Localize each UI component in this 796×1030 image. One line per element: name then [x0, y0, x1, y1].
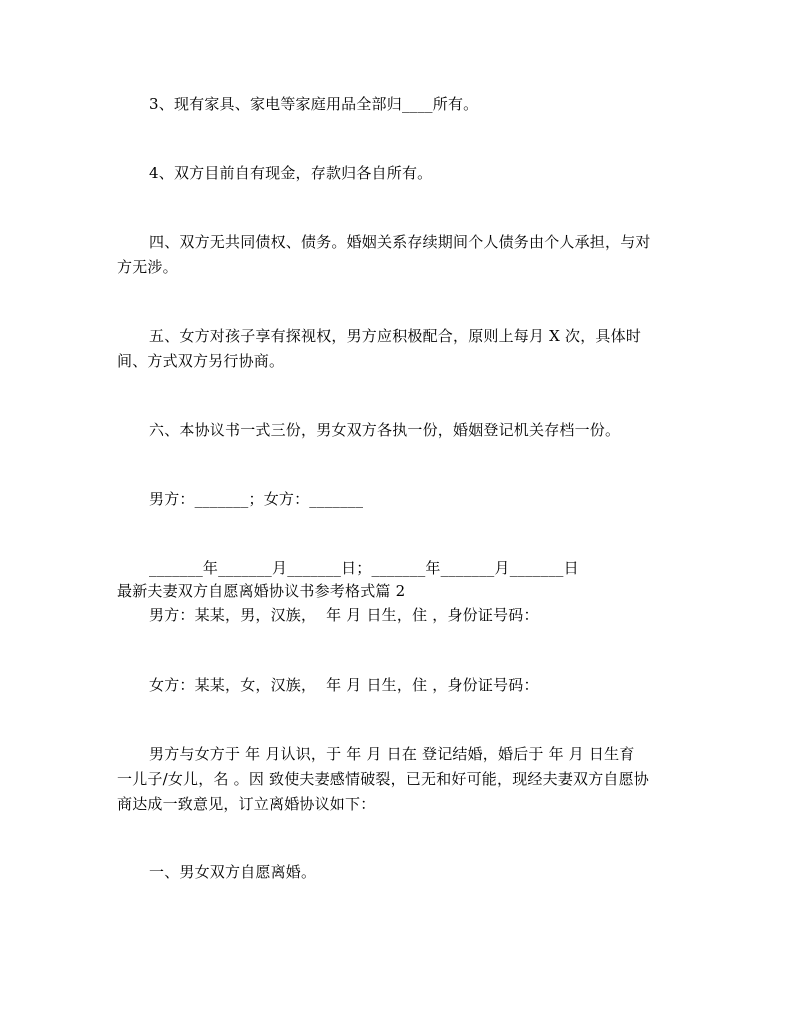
section-4-line-2: 方无涉。: [117, 258, 178, 276]
intro-line-2: 一儿子/女儿，名 。因 致使夫妻感情破裂，已无和好可能，现经夫妻双方自愿协: [117, 770, 649, 788]
section-4-line-1: 四、双方无共同债权、债务。婚姻关系存续期间个人债务由个人承担，与对: [149, 233, 651, 251]
signature-line: 男方：_______；女方：_______: [149, 490, 364, 508]
section-6: 六、本协议书一式三份，男女双方各执一份，婚姻登记机关存档一份。: [149, 421, 621, 439]
intro-line-3: 商达成一致意见，订立离婚协议如下：: [117, 795, 376, 813]
clause-4: 4、双方目前自有现金，存款归各自所有。: [149, 164, 433, 182]
section-1: 一、男女双方自愿离婚。: [149, 863, 317, 881]
clause-3: 3、现有家具、家电等家庭用品全部归____所有。: [149, 95, 479, 113]
male-party: 男方：某某，男，汉族， 年 月 日生，住 ，身份证号码：: [149, 606, 539, 624]
section-5-line-2: 间、方式双方另行协商。: [117, 352, 285, 370]
date-line: _______年_______月_______日；_______年_______月_______日: [149, 559, 579, 577]
section-5-line-1: 五、女方对孩子享有探视权，男方应积极配合，原则上每月 X 次，具体时: [149, 327, 642, 345]
female-party: 女方：某某，女，汉族， 年 月 日生，住 ，身份证号码：: [149, 676, 539, 694]
section-title: 最新夫妻双方自愿离婚协议书参考格式篇 2: [117, 582, 406, 600]
intro-line-1: 男方与女方于 年 月认识，于 年 月 日在 登记结婚，婚后于 年 月 日生育: [149, 745, 635, 763]
